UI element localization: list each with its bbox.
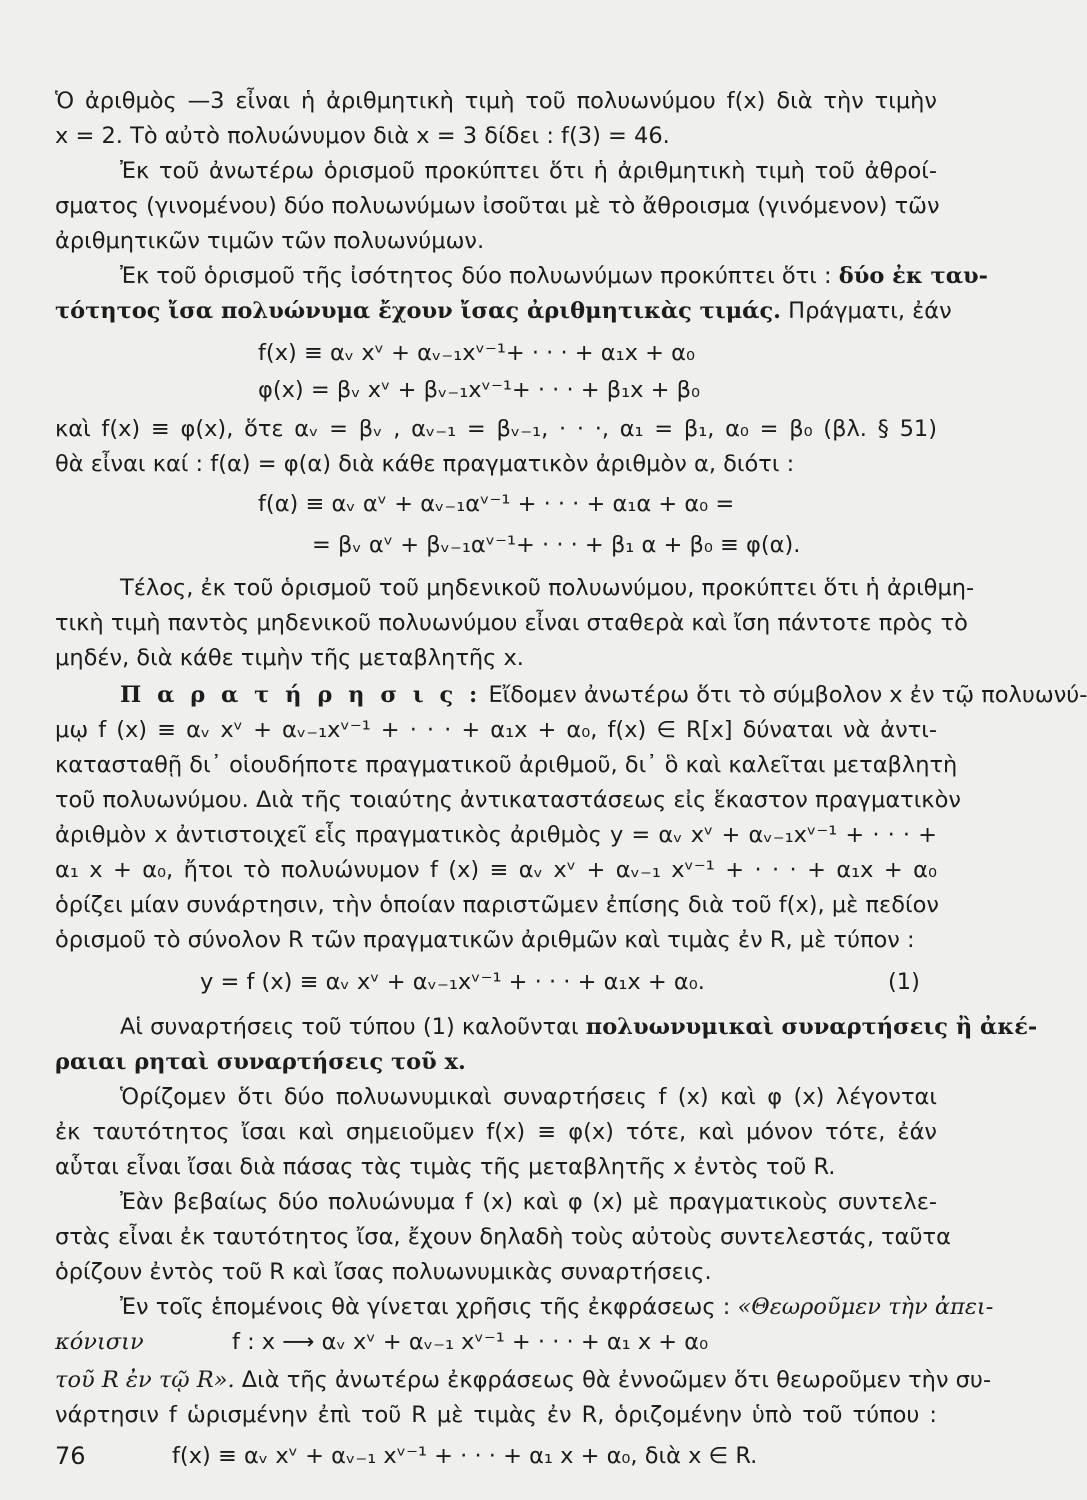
text-line: Τέλος, ἐκ τοῦ ὁρισμοῦ τοῦ μηδενικοῦ πολυωνύμου, προκύπτει ὅτι ἡ ἀριθμη- xyxy=(120,575,975,601)
text-line: Ἐὰν βεβαίως δύο πολυώνυμα f (x) καὶ φ (x) μὲ πραγματικοὺς συντελε- xyxy=(120,1189,937,1215)
remark-heading: Π α ρ α τ ή ρ η σ ι ς : xyxy=(120,682,482,708)
text-line: στὰς εἶναι ἐκ ταυτότητος ἴσα, ἔχουν δηλαδὴ τοὺς αὐτοὺς συντελεστάς, ταῦτα xyxy=(55,1224,951,1250)
text-line xyxy=(55,296,952,326)
equation-number: (1) xyxy=(888,969,920,995)
bold-span: πολυωνυμικαὶ συναρτήσεις ἢ ἀκέ- xyxy=(585,1014,1038,1040)
text-line: κατασταθῇ δι᾽ οἱουδήποτε πραγματικοῦ ἀριθμοῦ, δι᾽ ὃ καὶ καλεῖται μεταβλητὴ xyxy=(55,752,958,778)
italic-span: «Θεωροῦμεν τὴν ἀπει- xyxy=(737,1294,994,1320)
text-line xyxy=(120,1012,1038,1042)
bold-span: ραιαι ρηταὶ συναρτήσεις τοῦ x. xyxy=(55,1049,466,1075)
text-span: Εἴδομεν ἀνωτέρω ὅτι τὸ σύμβολον x ἐν τῷ πολυωνύ- xyxy=(481,682,1087,708)
text-span: Ἐν τοῖς ἑπομένοις θὰ γίνεται χρῆσις τῆς ἐκφράσεως : xyxy=(120,1294,738,1320)
text-line: Ὁρίζομεν ὅτι δύο πολυωνυμικαὶ συναρτήσεις f (x) καὶ φ (x) λέγονται xyxy=(120,1084,937,1110)
text-line xyxy=(120,261,988,291)
text-line: αὗται εἶναι ἴσαι διὰ πάσας τὰς τιμὰς τῆς μεταβλητῆς x ἐντὸς τοῦ R. xyxy=(55,1154,836,1180)
text-line: τικὴ τιμὴ παντὸς μηδενικοῦ πολυωνύμου εἶναι σταθερὰ καὶ ἴση πάντοτε πρὸς τὸ xyxy=(55,610,968,636)
text-span: Διὰ τῆς ἀνωτέρω ἐκφράσεως θὰ ἐννοῶμεν ὅτι θεωροῦμεν τὴν συ- xyxy=(234,1367,992,1393)
text-line: ὁρισμοῦ τὸ σύνολον R τῶν πραγματικῶν ἀριθμῶν καὶ τιμὰς ἐν R, μὲ τύπον : xyxy=(55,927,915,953)
text-line: Ὁ ἀριθμὸς —3 εἶναι ἡ ἀριθμητικὴ τιμὴ τοῦ πολυωνύμου f(x) διὰ τὴν τιμὴν xyxy=(55,88,937,114)
text-line xyxy=(120,1292,994,1322)
text-line: ὁρίζει μίαν συνάρτησιν, τὴν ὁποίαν παριστῶμεν ἐπίσης διὰ τοῦ f(x), μὲ πεδίον xyxy=(55,892,939,918)
text-line: καὶ f(x) ≡ φ(x), ὅτε αᵥ = βᵥ , αᵥ₋₁ = βᵥ₋₁, · · ·, α₁ = β₁, α₀ = β₀ (βλ. § 51) xyxy=(55,416,937,442)
text-span: Πράγματι, ἐάν xyxy=(781,298,952,324)
page-number: 76 xyxy=(55,1442,86,1470)
text-span: Ἐκ τοῦ ὁρισμοῦ τῆς ἰσότητος δύο πολυωνύμων προκύπτει ὅτι : xyxy=(120,263,839,289)
equation: φ(x) = βᵥ xᵛ + βᵥ₋₁xᵛ⁻¹+ · · · + β₁x + β₀ xyxy=(258,377,701,403)
text-line: x = 2. Τὸ αὐτὸ πολυώνυμον διὰ x = 3 δίδει : f(3) = 46. xyxy=(55,123,670,149)
text-line: α₁ x + α₀, ἤτοι τὸ πολυώνυμον f (x) ≡ αᵥ xᵛ + αᵥ₋₁ xᵛ⁻¹ + · · · + α₁x + α₀ xyxy=(55,857,937,883)
bold-span: τότητος ἴσα πολυώνυμα ἔχουν ἴσας ἀριθμητικὰς τιμάς. xyxy=(55,298,782,324)
text-line: ἐκ ταυτότητος ἴσαι καὶ σημειοῦμεν f(x) ≡ φ(x) τότε, καὶ μόνον τότε, ἐάν xyxy=(55,1119,937,1145)
text-line xyxy=(55,1365,992,1395)
text-line: θὰ εἶναι καί : f(α) = φ(α) διὰ κάθε πραγματικὸν ἀριθμὸν α, διότι : xyxy=(55,451,795,477)
text-line: μηδέν, διὰ κάθε τιμὴν τῆς μεταβλητῆς x. xyxy=(55,645,524,671)
text-span: Αἱ συναρτήσεις τοῦ τύπου (1) καλοῦνται xyxy=(120,1014,586,1040)
text-line: νάρτησιν f ὡρισμένην ἐπὶ τοῦ R μὲ τιμὰς ἐν R, ὁριζομένην ὑπὸ τοῦ τύπου : xyxy=(55,1402,937,1428)
text-line xyxy=(120,680,1087,710)
text-line: ἀριθμὸν x ἀντιστοιχεῖ εἷς πραγματικὸς ἀριθμὸς y = αᵥ xᵛ + αᵥ₋₁xᵛ⁻¹ + · · · + xyxy=(55,822,937,848)
equation: f : x ⟶ αᵥ xᵛ + αᵥ₋₁ xᵛ⁻¹ + · · · + α₁ x + α₀ xyxy=(232,1329,709,1355)
text-line: ἀριθμητικῶν τιμῶν τῶν πολυωνύμων. xyxy=(55,228,485,254)
text-line: Ἐκ τοῦ ἀνωτέρω ὁρισμοῦ προκύπτει ὅτι ἡ ἀριθμητικὴ τιμὴ τοῦ ἀθροί- xyxy=(120,158,937,184)
equation: y = f (x) ≡ αᵥ xᵛ + αᵥ₋₁xᵛ⁻¹ + · · · + α₁x + α₀. xyxy=(200,969,705,995)
text-line: σματος (γινομένου) δύο πολυωνύμων ἰσοῦται μὲ τὸ ἄθροισμα (γινόμενον) τῶν xyxy=(55,193,940,219)
equation: = βᵥ αᵛ + βᵥ₋₁αᵛ⁻¹+ · · · + β₁ α + β₀ ≡ φ(α). xyxy=(312,532,801,558)
italic-span: τοῦ R ἐν τῷ R». xyxy=(55,1367,235,1393)
equation: f(x) ≡ αᵥ xᵛ + αᵥ₋₁ xᵛ⁻¹ + · · · + α₁ x + α₀, διὰ x ∈ R. xyxy=(172,1443,758,1469)
equation: f(α) ≡ αᵥ αᵛ + αᵥ₋₁αᵛ⁻¹ + · · · + α₁α + α₀ = xyxy=(258,491,735,517)
equation: f(x) ≡ αᵥ xᵛ + αᵥ₋₁xᵛ⁻¹+ · · · + α₁x + α₀ xyxy=(258,340,695,366)
text-line xyxy=(55,1047,937,1077)
bold-span: δύο ἐκ ταυ- xyxy=(838,263,988,289)
italic-span: κόνισιν xyxy=(55,1329,144,1355)
text-line: τοῦ πολυωνύμου. Διὰ τῆς τοιαύτης ἀντικαταστάσεως εἰς ἕκαστον πραγματικὸν xyxy=(55,787,961,813)
text-line: ὁρίζουν ἐντὸς τοῦ R καὶ ἴσας πολυωνυμικὰς συναρτήσεις. xyxy=(55,1259,712,1285)
text-line: μῳ f (x) ≡ αᵥ xᵛ + αᵥ₋₁xᵛ⁻¹ + · · · + α₁x + α₀, f(x) ∈ R[x] δύναται νὰ ἀντι- xyxy=(55,717,937,743)
